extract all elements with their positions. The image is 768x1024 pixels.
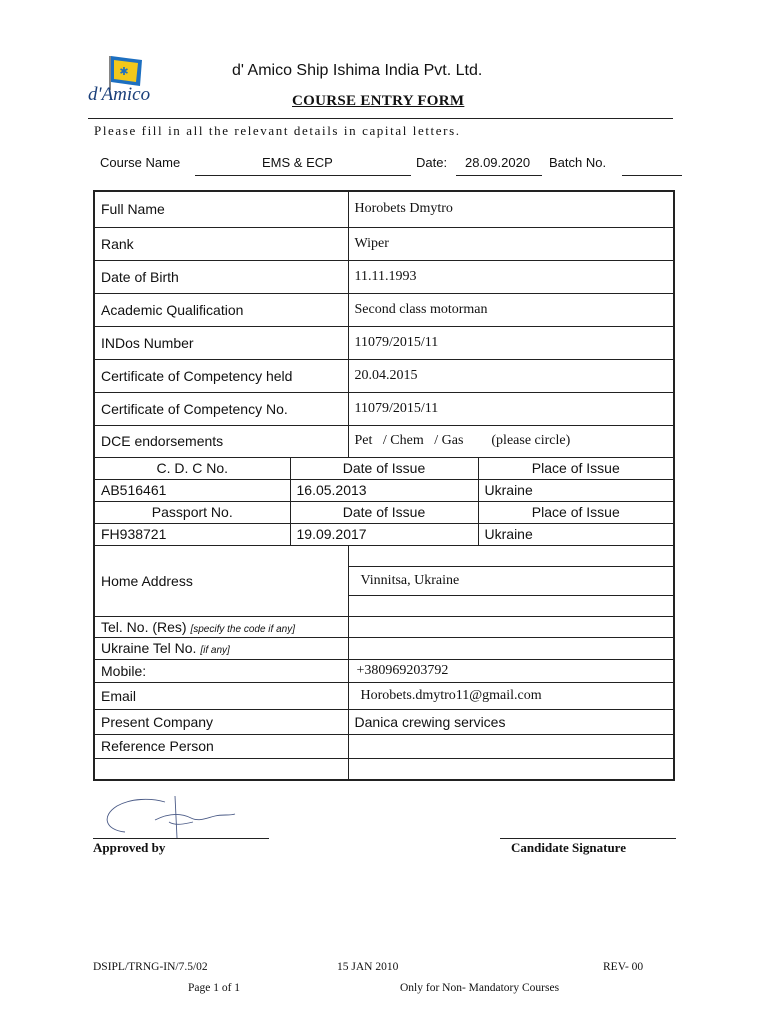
date-value[interactable]: 28.09.2020	[465, 155, 531, 170]
field-label: Certificate of Competency held	[94, 359, 348, 392]
cdc-value-row	[94, 479, 674, 501]
revision-number: REV- 00	[603, 961, 644, 973]
home-address-value[interactable]: Vinnitsa, Ukraine	[348, 566, 674, 595]
address-line-3[interactable]	[348, 595, 674, 616]
mobile-value[interactable]: +380969203792	[348, 659, 674, 682]
batch-label: Batch No.	[549, 155, 607, 170]
table-row	[94, 392, 674, 425]
coc-held-value[interactable]: 20.04.2015	[348, 359, 674, 392]
table-row	[94, 326, 674, 359]
table-row	[94, 293, 674, 326]
reference-person-label: Reference Person	[94, 734, 348, 758]
field-label: Certificate of Competency No.	[94, 392, 348, 425]
present-company-value[interactable]: Danica crewing services	[348, 709, 674, 734]
ukraine-tel-value[interactable]	[348, 637, 674, 659]
approver-signature-image	[95, 792, 245, 842]
course-entry-table	[93, 190, 675, 781]
table-row	[94, 359, 674, 392]
table-row	[94, 637, 674, 659]
date-underline	[456, 175, 542, 176]
passport-date-header: Date of Issue	[290, 501, 478, 523]
present-company-label: Present Company	[94, 709, 348, 734]
candidate-signature-label: Candidate Signature	[511, 840, 626, 855]
candidate-signature-line	[500, 838, 676, 839]
field-label: Full Name	[94, 191, 348, 227]
course-name-label: Course Name	[100, 155, 181, 170]
footer-note: Only for Non- Mandatory Courses	[400, 982, 560, 994]
dce-endorsements-value[interactable]: Pet / Chem / Gas (please circle)	[348, 425, 674, 457]
passport-number-value[interactable]: FH938721	[94, 523, 290, 545]
coc-number-value[interactable]: 11079/2015/11	[348, 392, 674, 425]
cdc-header-row	[94, 457, 674, 479]
tel-res-value[interactable]	[348, 616, 674, 637]
course-name-underline	[195, 175, 411, 176]
table-row	[94, 425, 674, 457]
blank-cell[interactable]	[348, 758, 674, 780]
table-row	[94, 758, 674, 780]
email-label: Email	[94, 682, 348, 709]
field-label: Date of Birth	[94, 260, 348, 293]
table-row	[94, 659, 674, 682]
ukraine-tel-note: [if any]	[200, 645, 230, 656]
table-row	[94, 260, 674, 293]
home-address-label: Home Address	[94, 545, 348, 616]
logo-text: d'Amico	[88, 84, 151, 105]
reference-person-value[interactable]	[348, 734, 674, 758]
passport-number-header: Passport No.	[94, 501, 290, 523]
table-row	[94, 616, 674, 637]
approved-by-line	[93, 838, 269, 839]
passport-place-value[interactable]: Ukraine	[478, 523, 674, 545]
passport-header-row	[94, 501, 674, 523]
cdc-place-value[interactable]: Ukraine	[478, 479, 674, 501]
email-value[interactable]: Horobets.dmytro11@gmail.com	[348, 682, 674, 709]
date-of-birth-value[interactable]: 11.11.1993	[348, 260, 674, 293]
indos-number-value[interactable]: 11079/2015/11	[348, 326, 674, 359]
table-row	[94, 227, 674, 260]
approved-by-label: Approved by	[93, 840, 166, 855]
form-title: COURSE ENTRY FORM	[292, 93, 465, 109]
field-label: DCE endorsements	[94, 425, 348, 457]
table-row	[94, 734, 674, 758]
table-row	[94, 545, 674, 566]
field-label: INDos Number	[94, 326, 348, 359]
date-label: Date:	[416, 155, 448, 170]
table-row	[94, 709, 674, 734]
field-label: Academic Qualification	[94, 293, 348, 326]
document-code: DSIPL/TRNG-IN/7.5/02	[93, 961, 208, 973]
rank-value[interactable]: Wiper	[348, 227, 674, 260]
cdc-number-header: C. D. C No.	[94, 457, 290, 479]
academic-qualification-value[interactable]: Second class motorman	[348, 293, 674, 326]
cdc-number-value[interactable]: AB516461	[94, 479, 290, 501]
address-line-1[interactable]	[348, 545, 674, 566]
cdc-date-header: Date of Issue	[290, 457, 478, 479]
cdc-date-value[interactable]: 16.05.2013	[290, 479, 478, 501]
passport-value-row	[94, 523, 674, 545]
table-row	[94, 191, 674, 227]
field-label: Rank	[94, 227, 348, 260]
course-name-value[interactable]: EMS & ECP	[262, 155, 333, 170]
cdc-place-header: Place of Issue	[478, 457, 674, 479]
tel-res-label: Tel. No. (Res)	[101, 618, 187, 635]
instruction-text: Please fill in all the relevant details in capital letters.	[94, 123, 461, 138]
svg-text:✱: ✱	[119, 65, 129, 78]
passport-place-header: Place of Issue	[478, 501, 674, 523]
full-name-value[interactable]: Horobets Dmytro	[348, 191, 674, 227]
table-row	[94, 682, 674, 709]
passport-date-value[interactable]: 19.09.2017	[290, 523, 478, 545]
company-logo	[86, 50, 178, 108]
tel-res-note: [specify the code if any]	[190, 623, 295, 635]
footer-date: 15 JAN 2010	[337, 961, 399, 973]
header-divider	[88, 118, 673, 119]
blank-cell	[94, 758, 348, 780]
ukraine-tel-label: Ukraine Tel No.	[101, 640, 197, 656]
company-name: d' Amico Ship Ishima India Pvt. Ltd.	[232, 62, 483, 79]
page-number: Page 1 of 1	[188, 982, 241, 994]
mobile-label: Mobile:	[94, 659, 348, 682]
batch-underline	[622, 175, 682, 176]
